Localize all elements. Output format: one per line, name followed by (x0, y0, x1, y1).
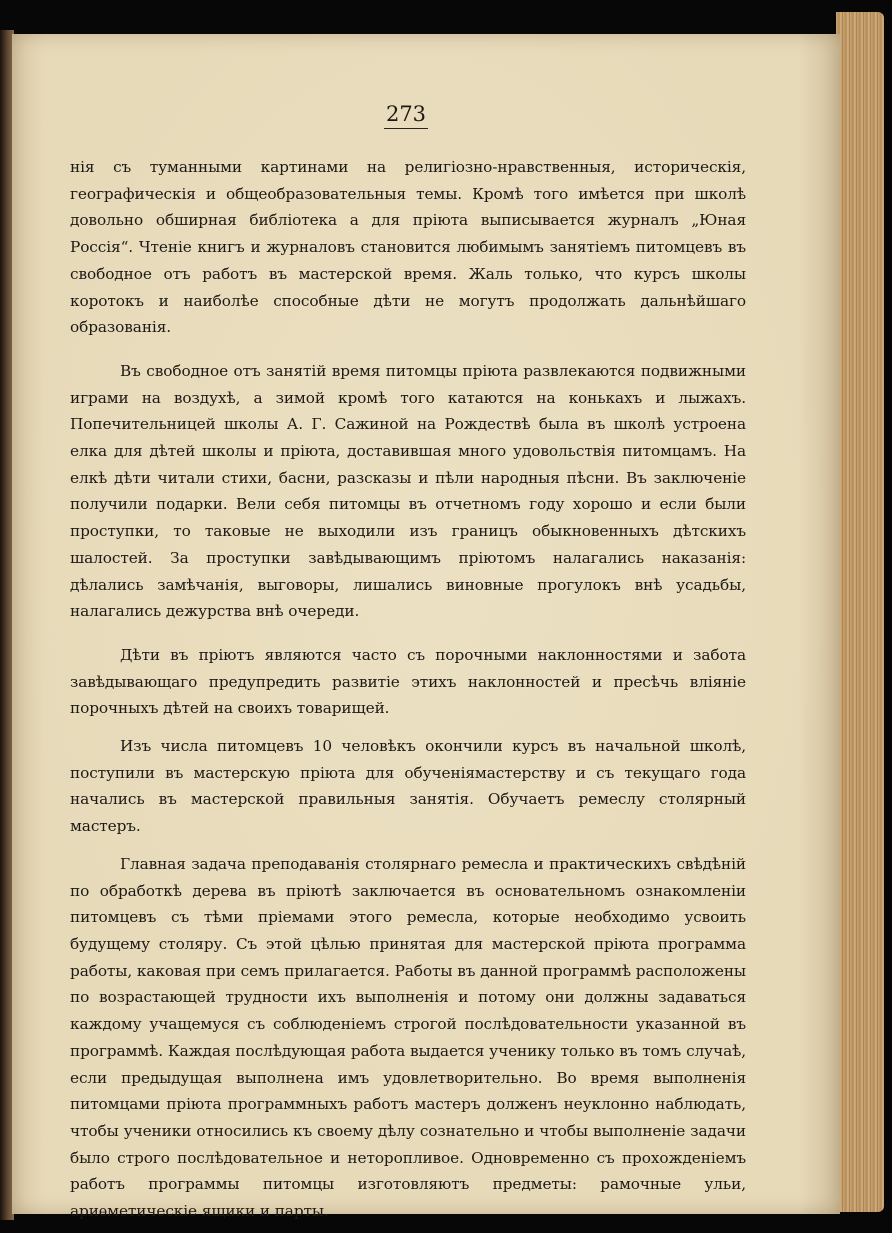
page-sheet (12, 34, 840, 1221)
paragraph: Главная задача преподаванія столярнаго ремесла и практическихъ свѣдѣній по обработкѣ дерева въ пріютѣ заключается въ основательномъ ознакомленіи питомцевъ съ тѣми пріемами этого ремесла, которые необходимо усвоить будущему столяру. Съ этой цѣлью принятая для мастерской пріюта программа работы, каковая при семъ прилагается. Работы въ данной программѣ расположены по возрастающей трудности ихъ выполненія и потому они должны задаваться каждому учащемуся съ соблюденіемъ строгой послѣдовательности указанной въ программѣ. Каждая послѣдующая работа выдается ученику только въ томъ случаѣ, если предыдущая выполнена имъ удовлетворительно. Во время выполненія питомцами пріюта программныхъ работъ мастеръ долженъ неуклонно наблюдать, чтобы ученики относились къ своему дѣлу сознательно и чтобы выполненіе задачи было строго послѣдовательное и неторопливое. Одновременно съ прохожденіемъ работъ программы питомцы изготовляютъ предметы: рамочные ульи, ариѳметическіе ящики и парты. (70, 854, 746, 1221)
paragraph: нія съ туманными картинами на религіозно-нравственныя, историческія, географическія и общеобразовательныя темы. Кромѣ того имѣется при школѣ довольно обширная библіотека а для пріюта выписывается журналъ „Юная Россія“. Чтеніе книгъ и журналовъ становится любимымъ занятіемъ питомцевъ въ свободное отъ работъ въ мастерской время. Жаль только, что курсъ школы коротокъ и наиболѣе способные дѣти не могутъ продолжать дальнѣйшаго образованія. (70, 158, 746, 337)
page-edges (836, 12, 884, 1212)
body-text (70, 154, 746, 1225)
paragraph: Дѣти въ пріютъ являются часто съ порочными наклонностями и забота завѣдывающаго предупредить развитіе этихъ наклонностей и пресѣчь вліяніе порочныхъ дѣтей на своихъ товарищей. (70, 645, 746, 718)
paragraph: Въ свободное отъ занятій время питомцы пріюта развлекаются подвижными играми на воздухѣ, а зимой кромѣ того катаются на конькахъ и лыжахъ. Попечительницей школы А. Г. Сажиной на Рождествѣ была въ школѣ устроена елка для дѣтей школы и пріюта, доставившая много удовольствія питомцамъ. На елкѣ дѣти читали стихи, басни, разсказы и пѣли народныя пѣсни. Въ заключеніе получили подарки. Вели себя питомцы въ отчетномъ году хорошо и если были проступки, то таковые не выходили изъ границъ обыкновенныхъ дѣтскихъ шалостей. За проступки завѣдывающимъ пріютомъ налагались наказанія: дѣлались замѣчанія, выговоры, лишались виновные прогулокъ внѣ усадьбы, налагались дежурства внѣ очереди. (70, 361, 746, 621)
paragraph: Изъ числа питомцевъ 10 человѣкъ окончили курсъ въ начальной школѣ, поступили въ мастерскую пріюта для обученіямастерству и съ текущаго года начались въ мастерской правильныя занятія. Обучаетъ ремеслу столярный мастеръ. (70, 737, 746, 836)
page-number: 273 (384, 102, 428, 129)
